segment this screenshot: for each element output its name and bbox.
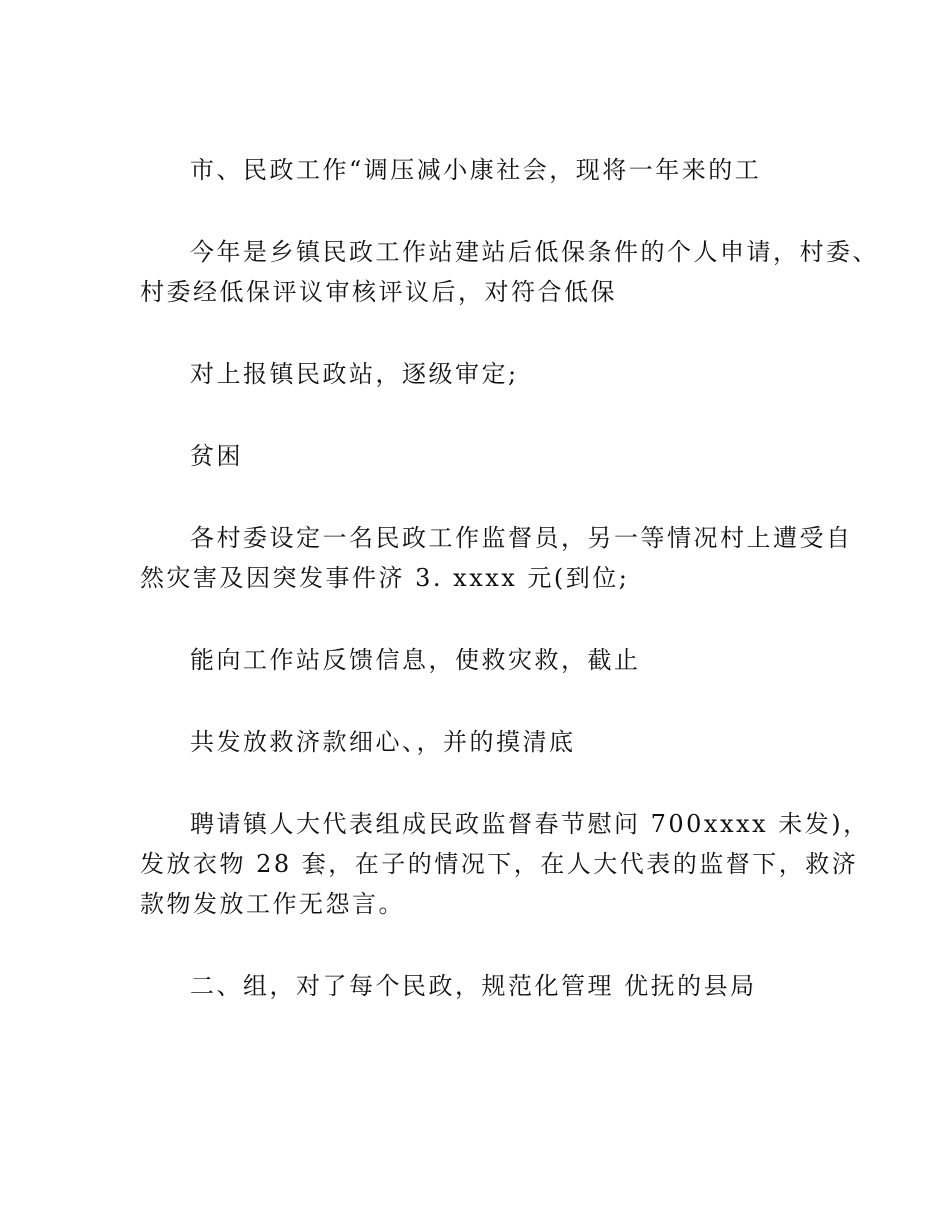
paragraph-line: 市、民政工作“调压减小康社会，现将一年来的工 [190,156,762,184]
paragraph-line: 聘请镇人大代表组成民政监督春节慰问 700xxxx 未发)， [190,810,870,838]
paragraph-2 [140,232,879,312]
paragraph-line: 对上报镇民政站，逐级审定; [190,360,519,388]
document-body [140,150,879,1048]
paragraph-line: 村委经低保评议审核评议后，对符合低保 [140,278,617,306]
paragraph-1 [140,150,830,190]
paragraph-line: 能向工作站反馈信息，使救灾救，截止 [190,646,641,674]
paragraph-3 [140,354,830,394]
paragraph-5 [140,518,853,598]
paragraph-line: 今年是乡镇民政工作站建站后低保条件的个人申请，村委、 [190,238,879,266]
paragraph-line: 款物发放工作无怨言。 [140,890,405,918]
paragraph-8 [140,804,870,924]
paragraph-4 [140,436,830,476]
paragraph-line: 然灾害及因突发事件济 3. xxxx 元(到位; [140,564,630,592]
paragraph-line: 二、组，对了每个民政，规范化管理 优抚的县局 [190,972,757,1000]
paragraph-9 [140,966,830,1006]
paragraph-line: 共发放救济款细心、，并的摸清底 [190,728,576,756]
paragraph-7 [140,722,830,762]
paragraph-6 [140,640,830,680]
paragraph-line: 发放衣物 28 套，在子的情况下，在人大代表的监督下，救济 [140,850,859,878]
paragraph-line: 各村委设定一名民政工作监督员，另一等情况村上遭受自 [190,524,853,552]
paragraph-line: 贫困 [190,442,243,470]
